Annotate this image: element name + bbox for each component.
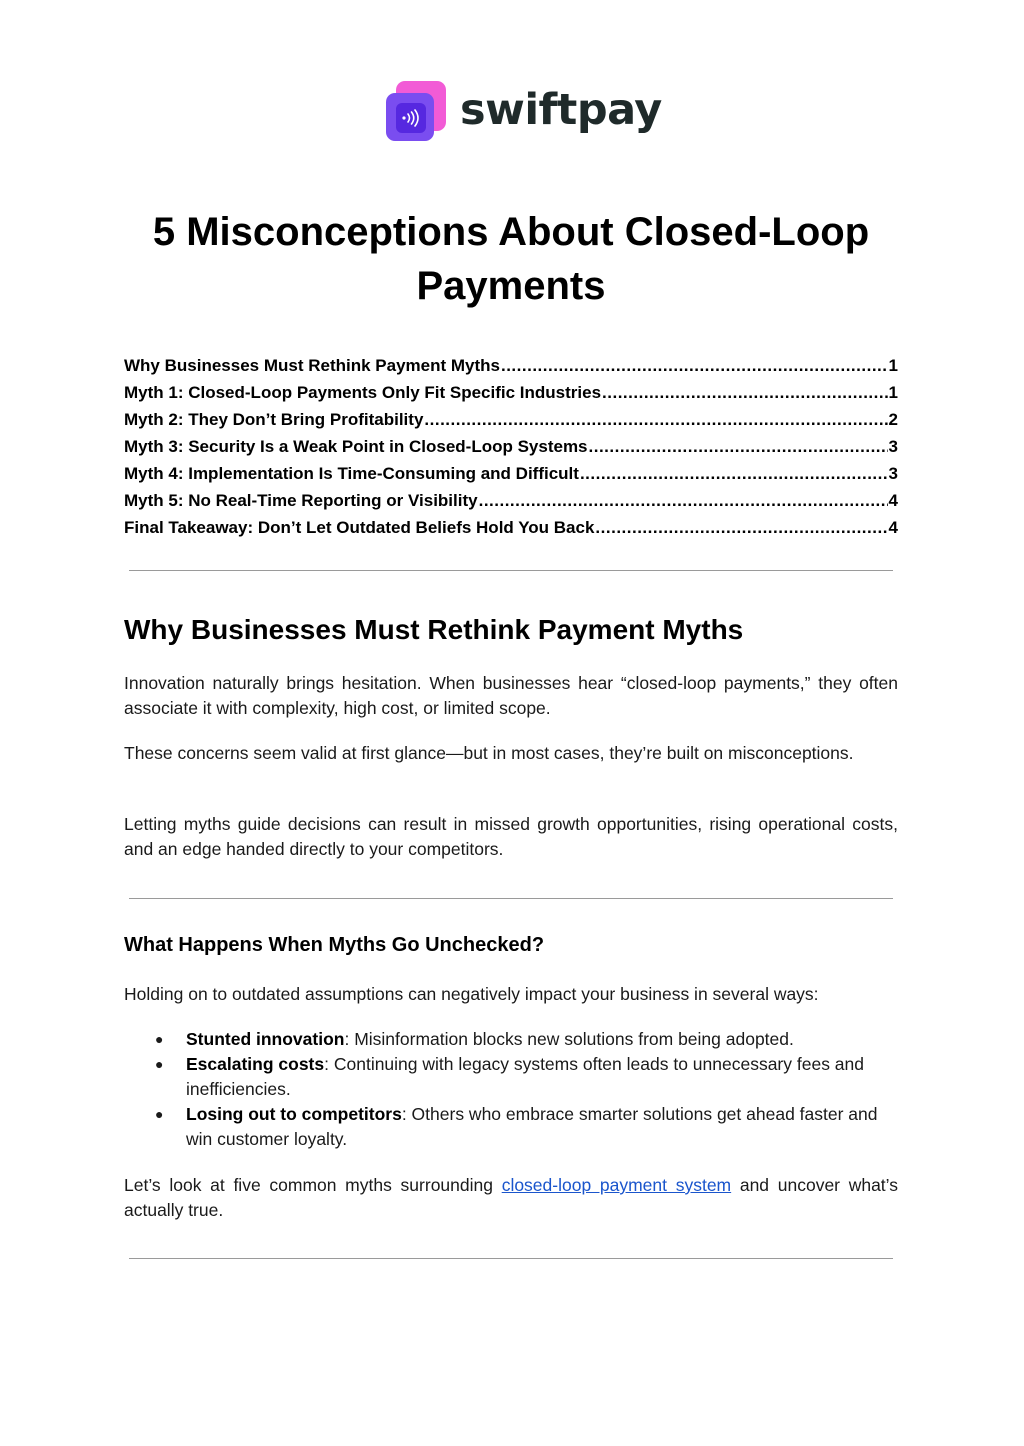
paragraph: Let’s look at five common myths surrounding closed-loop payment system and uncover what’s actually true. bbox=[124, 1175, 898, 1220]
toc-item[interactable]: Myth 1: Closed-Loop Payments Only Fit Specific Industries ..... 1 bbox=[124, 379, 898, 406]
list-item: ● Losing out to competitors: Others who embrace smarter solutions get ahead faster and win customer loyalty. bbox=[155, 1104, 878, 1149]
list-item: ● Escalating costs: Continuing with legacy systems often leads to unnecessary fees and inefficiencies. bbox=[155, 1054, 865, 1099]
brand-wordmark: swiftpay bbox=[460, 84, 662, 135]
toc-item[interactable]: Myth 2: They Don’t Bring Profitability ..... 2 bbox=[124, 406, 898, 433]
horizontal-divider bbox=[129, 898, 893, 899]
bullet-list bbox=[124, 1027, 898, 1152]
toc-item[interactable]: Final Takeaway: Don’t Let Outdated Beliefs Hold You Back ..... 4 bbox=[124, 514, 898, 541]
table-of-contents bbox=[124, 352, 898, 541]
horizontal-divider bbox=[129, 570, 893, 571]
list-item: ● Stunted innovation: Misinformation blocks new solutions from being adopted. bbox=[124, 1027, 898, 1052]
subsection-heading: What Happens When Myths Go Unchecked? bbox=[124, 934, 545, 956]
paragraph: Innovation naturally brings hesitation. When businesses hear “closed-loop payments,” they often associate it with complexity, high cost, or limited scope. bbox=[124, 673, 898, 718]
toc-item[interactable]: Myth 4: Implementation Is Time-Consuming and Difficult ..... 3 bbox=[124, 460, 898, 487]
toc-item[interactable]: Myth 5: No Real-Time Reporting or Visibility ..... 4 bbox=[124, 487, 898, 514]
paragraph: Holding on to outdated assumptions can negatively impact your business in several ways: bbox=[124, 984, 819, 1004]
paragraph: Letting myths guide decisions can result in missed growth opportunities, rising operational costs, and an edge handed directly to your competitors. bbox=[124, 814, 898, 859]
closed-loop-payment-link[interactable]: closed-loop payment system bbox=[501, 1175, 732, 1195]
toc-item[interactable]: Myth 3: Security Is a Weak Point in Closed-Loop Systems ..... 3 bbox=[124, 433, 898, 460]
bullet-icon: ● bbox=[155, 1031, 164, 1047]
swiftpay-logo bbox=[386, 80, 662, 144]
horizontal-divider bbox=[129, 1258, 893, 1259]
toc-item[interactable]: Why Businesses Must Rethink Payment Myths ..... 1 bbox=[124, 352, 898, 379]
section-heading: Why Businesses Must Rethink Payment Myths bbox=[124, 614, 744, 645]
paragraph: These concerns seem valid at first glance—but in most cases, they’re built on misconceptions. bbox=[124, 743, 854, 763]
bullet-icon: ● bbox=[155, 1056, 164, 1072]
logo-mark bbox=[386, 81, 448, 143]
bullet-icon: ● bbox=[155, 1106, 164, 1122]
document-title: 5 Misconceptions About Closed-Loop Payments bbox=[152, 210, 870, 308]
contactless-waves-icon bbox=[396, 103, 426, 133]
